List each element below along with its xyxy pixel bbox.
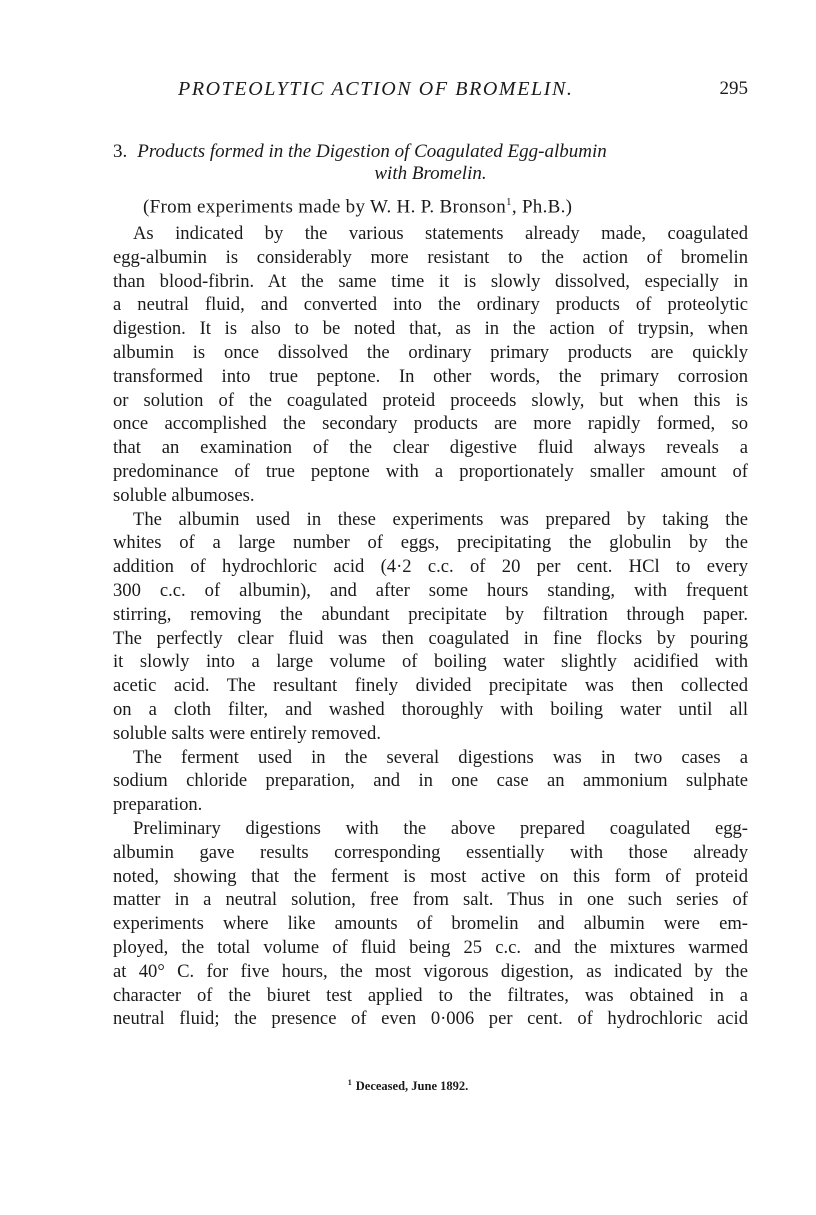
text-line: soluble albumoses. (113, 484, 255, 506)
text-line: ployed, the total volume of fluid being 25 c.c. and the mixtures warmed (113, 936, 748, 958)
credit-text: (From experiments made by W. H. P. Bronson (143, 196, 507, 218)
body-text (113, 222, 748, 1031)
text-line: at 40° C. for five hours, the most vigorous digestion, as indicated by the (113, 960, 748, 982)
text-line: The ferment used in the several digestions was in two cases a (133, 746, 748, 768)
credit-text-suffix: , Ph.B.) (511, 196, 573, 218)
section-title-line-1: Products formed in the Digestion of Coagulated Egg-albumin (137, 141, 607, 162)
section-title-line-2: with Bromelin. (374, 163, 487, 184)
text-line: or solution of the coagulated proteid proceeds slowly, but when this is (113, 389, 748, 411)
text-line: albumin gave results corresponding essentially with those already (113, 841, 748, 863)
footnote-mark: 1 (506, 196, 512, 208)
text-line: neutral fluid; the presence of even 0·006 per cent. of hydrochloric acid (113, 1008, 748, 1030)
footnote-number: 1 (347, 1078, 352, 1087)
text-line: once accomplished the secondary products are more rapidly formed, so (113, 413, 748, 435)
text-line: soluble salts were entirely removed. (113, 722, 381, 744)
text-line: digestion. It is also to be noted that, as in the action of trypsin, when (113, 318, 748, 340)
text-line: transformed into true peptone. In other words, the primary corrosion (113, 365, 748, 387)
text-line: The albumin used in these experiments was prepared by taking the (133, 508, 748, 530)
text-line: matter in a neutral solution, free from salt. Thus in one such series of (113, 889, 748, 911)
running-title: PROTEOLYTIC ACTION OF BROMELIN. (178, 78, 574, 100)
text-line: experiments where like amounts of bromelin and albumin were em- (113, 913, 748, 935)
footnote-text: Deceased, June 1892. (355, 1079, 469, 1094)
author-credit (143, 196, 572, 218)
text-line: than blood-fibrin. At the same time it is slowly dissolved, especially in (113, 270, 748, 292)
text-line: noted, showing that the ferment is most active on this form of proteid (113, 865, 748, 887)
text-line: Preliminary digestions with the above prepared coagulated egg- (133, 817, 748, 839)
text-line: on a cloth filter, and washed thoroughly with boiling water until all (113, 698, 748, 720)
footnote (0, 1078, 816, 1094)
text-line: character of the biuret test applied to the filtrates, was obtained in a (113, 984, 748, 1006)
text-line: The perfectly clear fluid was then coagulated in fine flocks by pouring (113, 627, 748, 649)
section-number: 3. (113, 141, 128, 162)
paragraph (113, 746, 748, 817)
text-line: egg-albumin is considerably more resistant to the action of bromelin (113, 246, 748, 268)
text-line: albumin is once dissolved the ordinary primary products are quickly (113, 341, 748, 363)
page-number: 295 (719, 78, 748, 99)
paragraph (113, 508, 748, 746)
text-line: a neutral fluid, and converted into the ordinary products of proteolytic (113, 294, 748, 316)
text-line: 300 c.c. of albumin), and after some hours standing, with frequent (113, 579, 748, 601)
text-line: acetic acid. The resultant finely divided precipitate was then collected (113, 675, 748, 697)
paragraph (113, 222, 748, 508)
paragraph (113, 817, 748, 1031)
text-line: sodium chloride preparation, and in one case an ammonium sulphate (113, 770, 748, 792)
text-line: that an examination of the clear digestive fluid always reveals a (113, 437, 748, 459)
text-line: whites of a large number of eggs, precipitating the globulin by the (113, 532, 748, 554)
text-line: preparation. (113, 794, 203, 816)
text-line: predominance of true peptone with a proportionately smaller amount of (113, 460, 748, 482)
running-head (178, 78, 748, 104)
text-line: it slowly into a large volume of boiling water slightly acidified with (113, 651, 748, 673)
text-line: As indicated by the various statements already made, coagulated (133, 223, 748, 244)
section-title (113, 141, 748, 185)
text-line: addition of hydrochloric acid (4·2 c.c. of 20 per cent. HCl to every (113, 556, 748, 578)
text-line: stirring, removing the abundant precipitate by filtration through paper. (113, 603, 748, 625)
